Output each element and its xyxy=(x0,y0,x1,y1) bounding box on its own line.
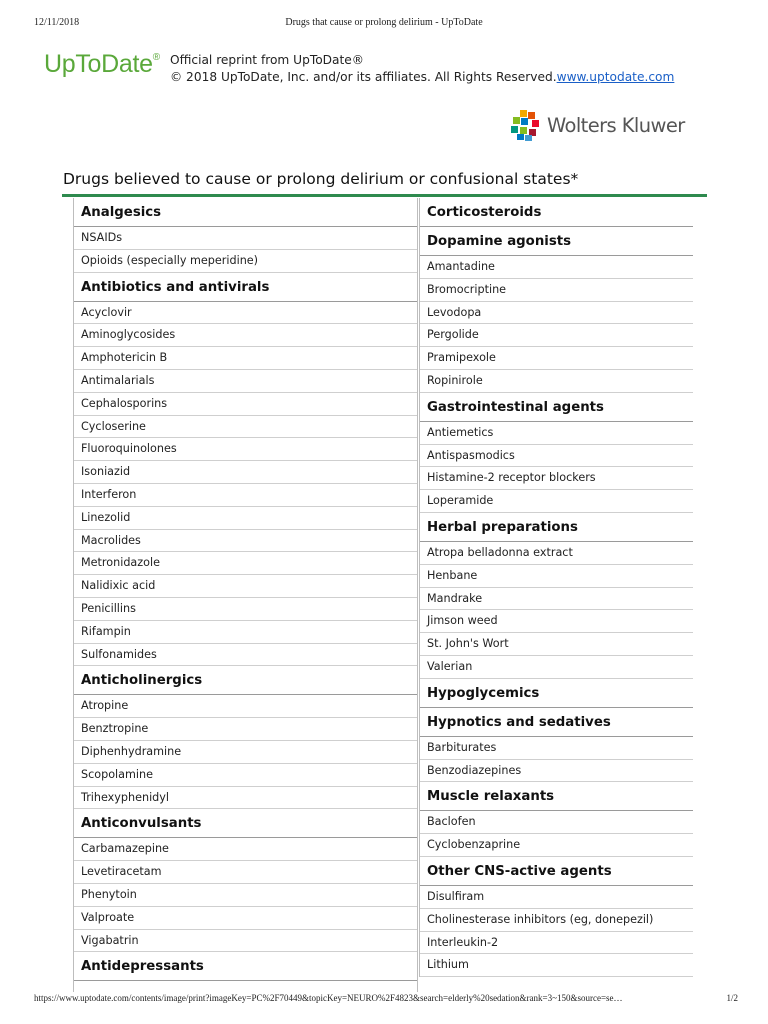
drug-item: Scopolamine xyxy=(74,764,417,787)
reprint-notice xyxy=(170,52,674,86)
drug-item: Isoniazid xyxy=(74,461,417,484)
logo-text: UpToDate xyxy=(44,50,153,78)
drug-item: Macrolides xyxy=(74,530,417,553)
drug-item: Pramipexole xyxy=(420,347,693,370)
drug-item: Vigabatrin xyxy=(74,930,417,953)
print-url: https://www.uptodate.com/contents/image/print?imageKey=PC%2F70449&topicKey=NEURO%2F4823&search=elderly%20sedation&rank=3~150&source=se… xyxy=(34,993,623,1003)
category-header: Gastrointestinal agents xyxy=(420,393,693,422)
reprint-line-1: Official reprint from UpToDate® xyxy=(170,53,364,67)
category-header: Muscle relaxants xyxy=(420,782,693,811)
drug-item: Interferon xyxy=(74,484,417,507)
category-header: Analgesics xyxy=(74,198,417,227)
print-footer xyxy=(34,993,738,1005)
drug-item: Penicillins xyxy=(74,598,417,621)
drug-item: Pergolide xyxy=(420,324,693,347)
drug-item: Rifampin xyxy=(74,621,417,644)
category-header: Hypoglycemics xyxy=(420,679,693,708)
drug-item: Benzodiazepines xyxy=(420,760,693,783)
drug-item: Cyclobenzaprine xyxy=(420,834,693,857)
category-header: Anticonvulsants xyxy=(74,809,417,838)
category-header: Corticosteroids xyxy=(420,198,693,227)
drug-item: Baclofen xyxy=(420,811,693,834)
category-header: Other CNS-active agents xyxy=(420,857,693,886)
category-header: Anticholinergics xyxy=(74,666,417,695)
drug-item: Aminoglycosides xyxy=(74,324,417,347)
drug-item: Disulfiram xyxy=(420,886,693,909)
document-title: Drugs believed to cause or prolong delirium or confusional states* xyxy=(63,170,579,188)
drug-item: Levodopa xyxy=(420,302,693,325)
drug-item: Antimalarials xyxy=(74,370,417,393)
drug-item: Bromocriptine xyxy=(420,279,693,302)
drug-item: Antiemetics xyxy=(420,422,693,445)
drug-item: Barbiturates xyxy=(420,737,693,760)
wolters-kluwer-logo xyxy=(510,108,685,142)
wolters-kluwer-text: Wolters Kluwer xyxy=(547,113,685,137)
drug-item: Histamine-2 receptor blockers xyxy=(420,467,693,490)
drug-item: Lithium xyxy=(420,954,693,977)
drug-item: Benztropine xyxy=(74,718,417,741)
category-header: Antibiotics and antivirals xyxy=(74,273,417,302)
drug-item: Interleukin-2 xyxy=(420,932,693,955)
uptodate-logo[interactable] xyxy=(44,50,160,79)
drug-item: Cholinesterase inhibitors (eg, donepezil) xyxy=(420,909,693,932)
page-number: 1/2 xyxy=(726,993,738,1003)
drug-item: Atropine xyxy=(74,695,417,718)
drug-item: Phenytoin xyxy=(74,884,417,907)
drug-item: Amphotericin B xyxy=(74,347,417,370)
category-header: Dopamine agonists xyxy=(420,227,693,256)
wolters-kluwer-mark-icon xyxy=(510,109,542,141)
logo-registered-mark: ® xyxy=(152,52,160,63)
left-column-table xyxy=(73,198,418,992)
print-page-title: Drugs that cause or prolong delirium - UpToDate xyxy=(285,17,483,28)
drug-item: St. John's Wort xyxy=(420,633,693,656)
drug-item: Opioids (especially meperidine) xyxy=(74,250,417,273)
reprint-line-2 xyxy=(170,69,674,86)
drug-item: Levetiracetam xyxy=(74,861,417,884)
drug-item: Antispasmodics xyxy=(420,445,693,468)
drug-item: Carbamazepine xyxy=(74,838,417,861)
drug-item: Cycloserine xyxy=(74,416,417,439)
drug-item: NSAIDs xyxy=(74,227,417,250)
right-column-table xyxy=(419,198,693,977)
drug-tables xyxy=(73,198,693,992)
drug-item: Diphenhydramine xyxy=(74,741,417,764)
drug-item: Henbane xyxy=(420,565,693,588)
drug-item: Loperamide xyxy=(420,490,693,513)
category-header: Hypnotics and sedatives xyxy=(420,708,693,737)
drug-item: Sulfonamides xyxy=(74,644,417,667)
drug-item: Metronidazole xyxy=(74,552,417,575)
title-rule xyxy=(62,194,707,197)
drug-item: Fluoroquinolones xyxy=(74,438,417,461)
drug-item: Mandrake xyxy=(420,588,693,611)
drug-item: Amantadine xyxy=(420,256,693,279)
drug-item: Trihexyphenidyl xyxy=(74,787,417,810)
drug-item: Jimson weed xyxy=(420,610,693,633)
uptodate-link[interactable]: www.uptodate.com xyxy=(556,70,675,84)
drug-item: Atropa belladonna extract xyxy=(420,542,693,565)
drug-item: Valerian xyxy=(420,656,693,679)
drug-item: Ropinirole xyxy=(420,370,693,393)
category-header: Antidepressants xyxy=(74,952,417,981)
print-header xyxy=(34,17,734,31)
print-date: 12/11/2018 xyxy=(34,17,80,28)
copyright-text: © 2018 UpToDate, Inc. and/or its affiliates. All Rights Reserved. xyxy=(170,70,557,84)
drug-item: Acyclovir xyxy=(74,302,417,325)
drug-item: Nalidixic acid xyxy=(74,575,417,598)
category-header: Herbal preparations xyxy=(420,513,693,542)
drug-item: Cephalosporins xyxy=(74,393,417,416)
drug-item: Linezolid xyxy=(74,507,417,530)
drug-item: Valproate xyxy=(74,907,417,930)
